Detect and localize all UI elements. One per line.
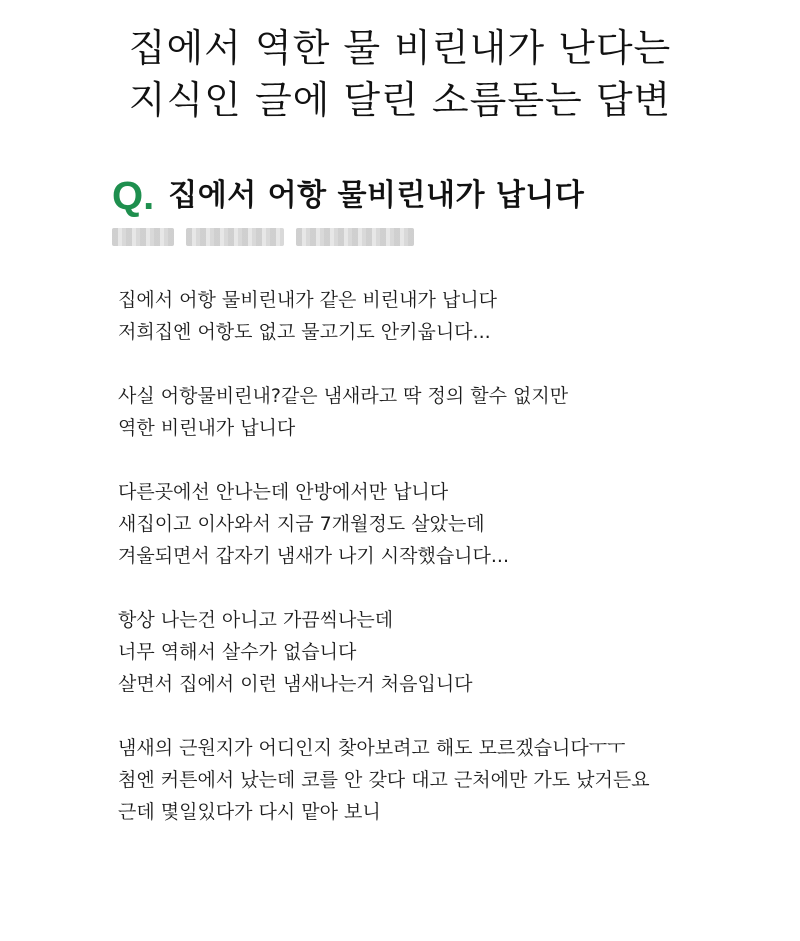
- paragraph: [118, 476, 778, 572]
- paragraph: [118, 284, 778, 348]
- body-line: 너무 역해서 살수가 없습니다: [118, 641, 357, 663]
- blurred-text-block: [296, 228, 414, 246]
- headline-line-2: 지식인 글에 달린 소름돋는 답변: [128, 78, 672, 122]
- question-header: [112, 172, 584, 220]
- body-line: 항상 나는건 아니고 가끔씩나는데: [118, 609, 394, 631]
- body-line: 다른곳에선 안나는데 안방에서만 납니다: [118, 481, 449, 503]
- headline-line-1: 집에서 역한 물 비린내가 난다는: [128, 26, 672, 70]
- question-marker: Q.: [112, 174, 155, 218]
- body-line: 새집이고 이사와서 지금 7개월정도 살았는데: [118, 513, 485, 535]
- body-line: 겨울되면서 갑자기 냄새가 나기 시작했습니다...: [118, 545, 510, 567]
- body-line: 살면서 집에서 이런 냄새나는거 처음입니다: [118, 673, 473, 695]
- body-line: 첨엔 커튼에서 났는데 코를 안 갖다 대고 근처에만 가도 났거든요: [118, 769, 650, 791]
- question-title: 집에서 어항 물비린내가 납니다: [168, 178, 585, 213]
- question-body: [118, 284, 778, 828]
- paragraph: [118, 380, 778, 444]
- body-line: 역한 비린내가 납니다: [118, 417, 296, 439]
- body-line: 저희집엔 어항도 없고 물고기도 안키웁니다...: [118, 321, 491, 343]
- blurred-text-block: [112, 228, 174, 246]
- body-line: 냄새의 근원지가 어디인지 찾아보려고 해도 모르겠습니다ㅜㅜ: [118, 737, 626, 759]
- paragraph: [118, 604, 778, 700]
- paragraph: [118, 732, 778, 828]
- body-line: 근데 몇일있다가 다시 맡아 보니: [118, 801, 381, 823]
- body-line: 집에서 어항 물비린내가 같은 비린내가 납니다: [118, 289, 497, 311]
- headline: [0, 22, 800, 126]
- blurred-author-info: [112, 228, 414, 246]
- blurred-text-block: [186, 228, 284, 246]
- body-line: 사실 어항물비린내?같은 냄새라고 딱 정의 할수 없지만: [118, 385, 569, 407]
